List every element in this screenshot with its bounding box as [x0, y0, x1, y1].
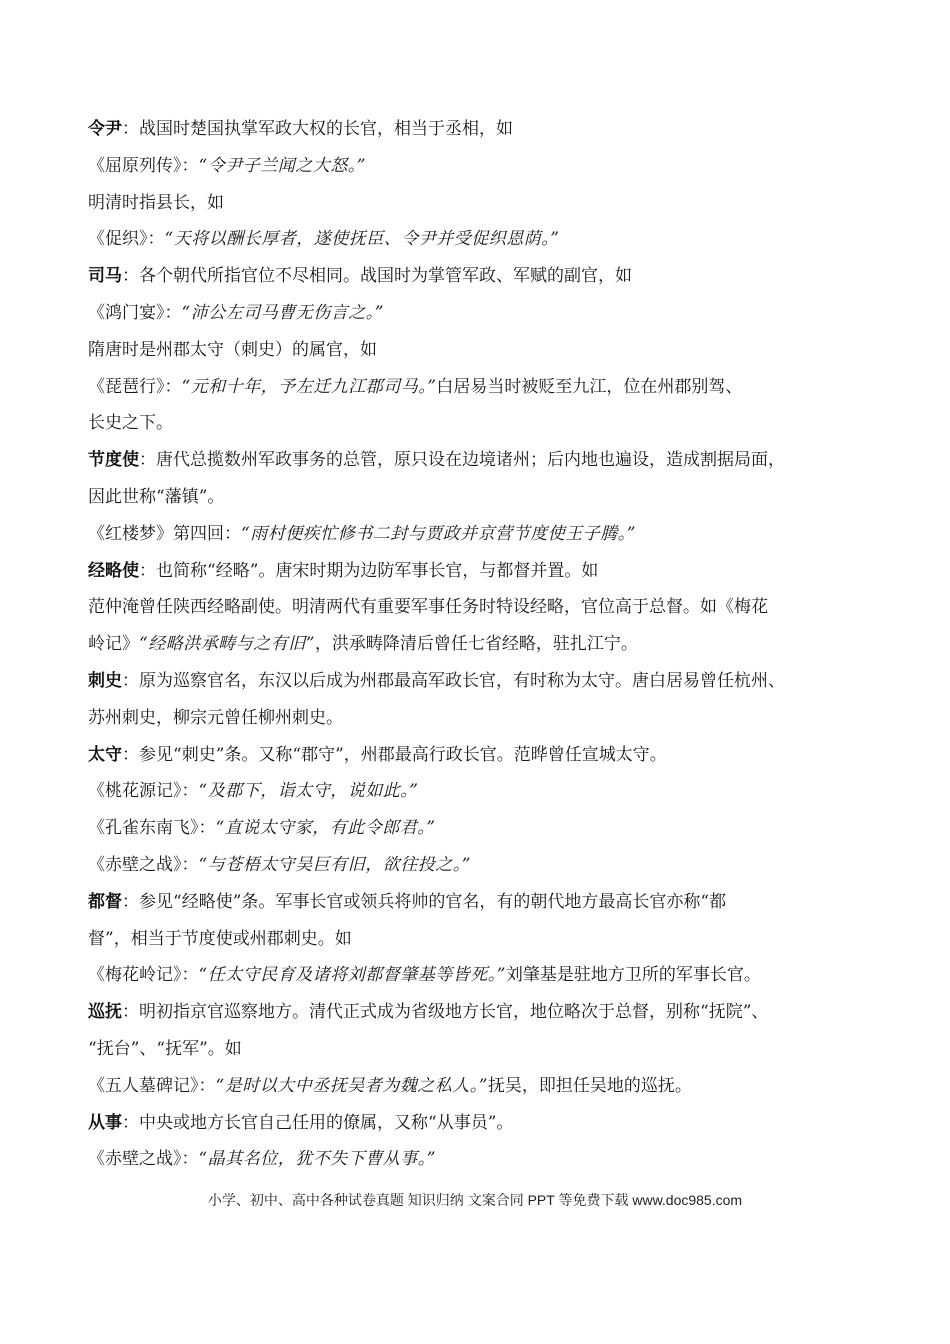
body-text: 苏州刺史，柳宗元曾任柳州刺史。 [88, 707, 343, 728]
body-text: 因此世称“藩镇”。 [88, 486, 225, 507]
classical-quote: “直说太守家，有此令郎君。” [215, 818, 436, 839]
glossary-term: 经略使 [88, 560, 139, 581]
body-text: 《桃花源记》： [88, 781, 199, 802]
classical-quote: “雨村便疾忙修书二封与贾政并京营节度使王子腾。” [241, 523, 636, 544]
body-text: 抚吴，即担任吴地的巡抚。 [487, 1075, 692, 1096]
body-text: 《琵琶行》： [88, 376, 182, 397]
text-line [88, 773, 884, 810]
body-text: 《促织》： [88, 229, 165, 250]
classical-quote: “是时以大中丞抚吴者为魏之私人。” [215, 1075, 488, 1096]
text-line [88, 405, 884, 442]
body-text: “抚台”、“抚军”。如 [88, 1038, 242, 1059]
text-line [88, 994, 884, 1031]
text-line [88, 957, 884, 994]
body-text: 《红楼梦》第四回： [88, 523, 241, 544]
text-line [88, 626, 884, 663]
classical-quote: “天将以酬长厚者，遂使抚臣、令尹并受促织恩荫。” [164, 229, 560, 250]
text-line [88, 700, 884, 737]
text-line [88, 553, 884, 590]
footer-download-note: 小学、初中、高中各种试卷真题 知识归纳 文案合同 PPT 等免费下载 www.doc985.com [207, 1192, 743, 1208]
classical-quote: “沛公左司马曹无伤言之。” [181, 302, 384, 323]
text-line [88, 516, 884, 553]
text-line [88, 737, 884, 774]
document-body [88, 111, 884, 1178]
glossary-term: 都督 [88, 891, 122, 912]
text-line [88, 148, 884, 185]
body-text: 隋唐时是州郡太守（刺史）的属官，如 [88, 339, 377, 360]
text-line [88, 663, 884, 700]
body-text: ：原为巡察官名，东汉以后成为州郡最高军政长官，有时称为太守。唐白居易曾任杭州、 [122, 670, 785, 691]
body-text: ：各个朝代所指官位不尽相同。战国时为掌管军政、军赋的副官，如 [122, 266, 632, 287]
text-line [88, 589, 884, 626]
body-text: 《赤壁之战》： [88, 854, 199, 875]
body-text: 岭记》 [88, 634, 139, 655]
text-line [88, 1068, 884, 1105]
body-text: 刘肇基是驻地方卫所的军事长官。 [505, 965, 761, 986]
classical-quote: “经略洪承畴与之有旧” [139, 634, 315, 655]
text-line [88, 1105, 884, 1142]
body-text: ：唐代总揽数州军政事务的总管，原只设在边境诸州；后内地也遍设，造成割据局面， [139, 450, 785, 471]
text-line [88, 1141, 884, 1178]
classical-quote: “晶其名位，犹不失下曹从事。” [198, 1149, 436, 1170]
body-text: 《梅花岭记》： [88, 965, 199, 986]
body-text: 《五人墓碑记》： [88, 1075, 216, 1096]
body-text: 长史之下。 [88, 413, 173, 434]
body-text: ：也简称“经略”。唐宋时期为边防军事长官，与都督并置。如 [139, 560, 599, 581]
text-line [88, 221, 884, 258]
classical-quote: “元和十年，予左迁九江郡司马。” [181, 376, 437, 397]
classical-quote: “令尹子兰闻之大怒。” [198, 155, 366, 176]
glossary-term: 节度使 [88, 450, 139, 471]
glossary-term: 从事 [88, 1112, 122, 1133]
text-line [88, 258, 884, 295]
body-text: 《孔雀东南飞》： [88, 818, 216, 839]
body-text: ：参见“经略使”条。军事长官或领兵将帅的官名，有的朝代地方最高长官亦称“都 [122, 891, 727, 912]
text-line [88, 111, 884, 148]
body-text: 范仲淹曾任陕西经略副使。明清两代有重要军事任务时特设经略，官位高于总督。如《梅花 [88, 597, 768, 618]
glossary-term: 令尹 [88, 119, 122, 139]
body-text: ，洪承畴降清后曾任七省经略，驻扎江宁。 [314, 634, 638, 655]
body-text: 《赤壁之战》： [88, 1149, 199, 1170]
text-line [88, 479, 884, 516]
glossary-term: 司马 [88, 266, 122, 287]
body-text: 《屈原列传》： [88, 155, 199, 176]
text-line [88, 332, 884, 369]
text-line [88, 185, 884, 222]
text-line [88, 295, 884, 332]
text-line [88, 1031, 884, 1068]
text-line [88, 884, 884, 921]
body-text: 白居易当时被贬至九江，位在州郡别驾、 [436, 376, 743, 397]
body-text: 明清时指县长，如 [88, 192, 224, 213]
text-line [88, 369, 884, 406]
glossary-term: 巡抚 [88, 1002, 122, 1023]
classical-quote: “与苍梧太守吴巨有旧，欲往投之。” [198, 854, 471, 875]
glossary-term: 刺史 [88, 670, 122, 691]
body-text: ：中央或地方长官自己任用的僚属，又称“从事员”。 [122, 1112, 514, 1133]
text-line [88, 442, 884, 479]
body-text: 《鸿门宴》： [88, 302, 182, 323]
body-text: 督”，相当于节度使或州郡刺史。如 [88, 928, 352, 949]
text-line [88, 810, 884, 847]
text-line [88, 847, 884, 884]
body-text: ：战国时楚国执掌军政大权的长官，相当于丞相，如 [122, 119, 513, 139]
body-text: ：参见“刺史”条。又称“郡守”，州郡最高行政长官。范晔曾任宣城太守。 [122, 744, 667, 765]
text-line [88, 921, 884, 958]
classical-quote: “及郡下，诣太守，说如此。” [198, 781, 419, 802]
classical-quote: “任太守民育及诸将刘都督肇基等皆死。” [198, 965, 506, 986]
body-text: ：明初指京官巡察地方。清代正式成为省级地方长官，地位略次于总督，别称“抚院”、 [122, 1002, 769, 1023]
glossary-term: 太守 [88, 744, 122, 765]
